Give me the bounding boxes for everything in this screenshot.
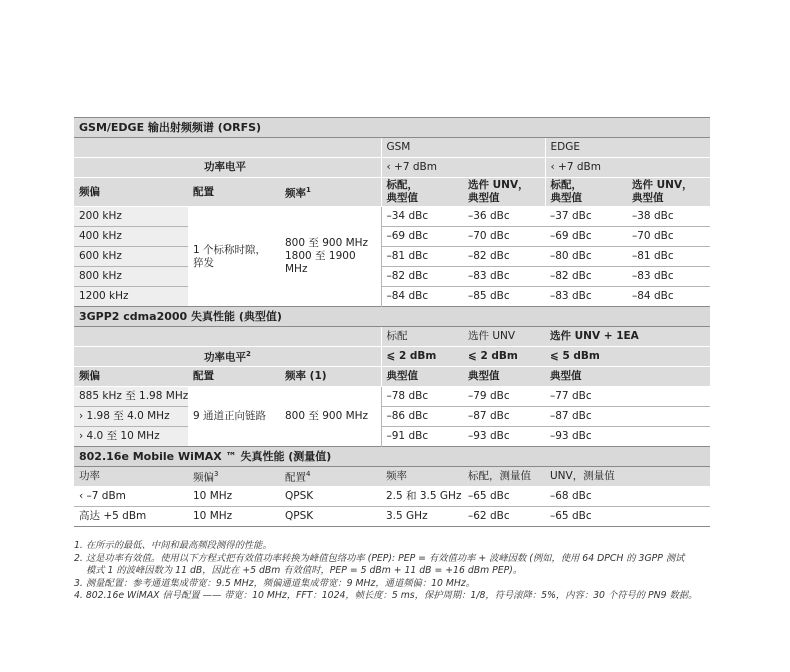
orfs-edge-std-value: –83 dBc [550,290,592,302]
orfs-offset: 1200 kHz [74,287,188,307]
orfs-column-header-row [74,178,710,207]
cdma-title-row [74,307,710,327]
cdma-freq-value: 800 至 900 MHz [285,410,369,422]
orfs-edge-unv-value: –81 dBc [627,247,710,267]
cdma-1ea-value: –93 dBc [550,430,592,442]
wimax-unv: –65 dBc [545,507,710,527]
orfs-col-config: 配置 [188,178,280,207]
orfs-edge-std-value: –37 dBc [545,207,627,227]
cdma-col-typ-std: 典型值 [381,367,463,387]
orfs-gsm-std-value: –69 dBc [381,227,463,247]
orfs-freq-value: 800 至 900 MHz 1800 至 1900 MHz [285,237,369,275]
wimax-std: –65 dBc [463,487,545,507]
wimax-col-offset: 频偏$^3$ [188,467,280,487]
cdma-offset: › 4.0 至 10 MHz [74,427,188,447]
spec-table [74,117,710,527]
orfs-standard-row [74,138,710,158]
orfs-row-2 [74,247,710,267]
cdma-1ea-power: ⩽ 5 dBm [545,347,710,367]
cdma-unv-1ea-header: 选件 UNV + 1EA [545,327,710,347]
orfs-col-freq: 频率$^1$ [280,178,381,207]
footnote-3: 3. 测量配置：参考通道集成带宽：9.5 MHz，频偏通道集成带宽：9 MHz，通道频偏：10 MHz。 [74,577,476,589]
footnotes [74,540,724,603]
footnote-2: 2. 这是功率有效值。使用以下方程式把有效值功率转换为峰值包络功率 (PEP): PEP = 有效值功率 + 波峰因数 (例如，使用 64 DPCH 的 3GPP 测试 [74,552,685,564]
wimax-power: 高达 +5 dBm [74,507,188,527]
orfs-row-0 [74,207,710,227]
wimax-col-std: 标配，测量值 [463,467,545,487]
cdma-col-offset: 频偏 [74,367,188,387]
wimax-power: ‹ –7 dBm [74,487,188,507]
orfs-gsm-std-value: –82 dBc [381,267,463,287]
orfs-edge-std-value: –69 dBc [545,227,627,247]
cdma-col-typ-unv: 典型值 [463,367,545,387]
cdma-std-value: –86 dBc [381,407,463,427]
footnote-1: 1. 在所示的最低、中间和最高频段测得的性能。 [74,540,272,551]
cdma-1ea-value: –87 dBc [545,407,710,427]
orfs-power-label: 功率电平 [74,158,381,178]
orfs-gsm-unv-value: –82 dBc [463,247,545,267]
cdma-config-value: 9 通道正向链路 [193,410,267,422]
wimax-offset: 10 MHz [188,487,280,507]
orfs-offset: 400 kHz [74,227,188,247]
orfs-edge-std-value: –82 dBc [545,267,627,287]
orfs-title: GSM/EDGE 输出射频频谱 (ORFS) [74,118,710,138]
cdma-power-label: 功率电平$^2$ [74,347,381,367]
wimax-col-unv: UNV，测量值 [545,467,710,487]
wimax-row-1 [74,507,710,527]
cdma-row-1 [74,407,710,427]
cdma-std-header: 标配 [381,327,463,347]
orfs-col-edge-std: 标配， 典型值 [545,178,627,207]
cdma-col-config: 配置 [188,367,280,387]
orfs-gsm-unv-value: –85 dBc [468,290,510,302]
cdma-col-typ-1ea: 典型值 [545,367,710,387]
wimax-col-freq: 频率 [381,467,463,487]
wimax-freq: 2.5 和 3.5 GHz [381,487,463,507]
wimax-unv: –68 dBc [545,487,710,507]
cdma-std-value: –91 dBc [381,427,463,447]
orfs-gsm-header: GSM [381,138,545,158]
orfs-offset: 800 kHz [74,267,188,287]
orfs-edge-std-value: –80 dBc [545,247,627,267]
orfs-offset: 200 kHz [74,207,188,227]
orfs-edge-header: EDGE [545,138,710,158]
wimax-col-config: 配置$^4$ [280,467,381,487]
orfs-gsm-std-value: –34 dBc [381,207,463,227]
cdma-row-0 [74,387,710,407]
orfs-row-1 [74,227,710,247]
orfs-gsm-std-value: –84 dBc [381,287,463,307]
orfs-gsm-std-value: –81 dBc [381,247,463,267]
orfs-gsm-unv-value: –70 dBc [463,227,545,247]
wimax-column-header-row [74,467,710,487]
cdma-offset: 885 kHz 至 1.98 MHz [74,387,188,407]
orfs-edge-power: ‹ +7 dBm [545,158,710,178]
orfs-row-3 [74,267,710,287]
cdma-unv-header: 选件 UNV [463,327,545,347]
cdma-row-2 [74,427,710,447]
cdma-title: 3GPP2 cdma2000 失真性能 (典型值) [74,307,710,327]
orfs-gsm-unv-value: –83 dBc [463,267,545,287]
wimax-row-0 [74,487,710,507]
wimax-title-row [74,447,710,467]
wimax-freq: 3.5 GHz [381,507,463,527]
cdma-unv-power: ⩽ 2 dBm [463,347,545,367]
cdma-unv-value: –87 dBc [463,407,545,427]
cdma-column-header-row [74,367,710,387]
footnote-2-continued: 模式 1 的波峰因数为 11 dB，因此在 +5 dBm 有效值时，PEP = 5 dBm + 11 dB = +16 dBm PEP)。 [86,565,523,577]
cdma-std-value: –78 dBc [381,387,463,407]
footnote-4: 4. 802.16e WiMAX 信号配置 —— 带宽：10 MHz，FFT：1024，帧长度：5 ms，保护周期：1/8，符号滚降：5%，内容：30 个符号的 PN9 数据。 [74,590,698,602]
cdma-col-freq: 频率 (1) [280,367,381,387]
wimax-std: –62 dBc [463,507,545,527]
orfs-edge-unv-value: –38 dBc [627,207,710,227]
cdma-power-row [74,347,710,367]
cdma-offset: › 1.98 至 4.0 MHz [74,407,188,427]
orfs-gsm-power: ‹ +7 dBm [381,158,545,178]
spec-sheet [74,117,710,527]
wimax-col-power: 功率 [74,467,188,487]
orfs-config-value: 1 个标称时隙， 猝发 [193,243,267,269]
cdma-unv-value: –79 dBc [463,387,545,407]
wimax-offset: 10 MHz [188,507,280,527]
orfs-edge-unv-value: –84 dBc [632,290,674,302]
orfs-col-gsm-unv: 选件 UNV， 典型值 [463,178,545,207]
orfs-gsm-unv-value: –36 dBc [463,207,545,227]
cdma-option-row [74,327,710,347]
wimax-config: QPSK [280,507,381,527]
orfs-edge-unv-value: –83 dBc [627,267,710,287]
cdma-unv-value: –93 dBc [468,430,510,442]
orfs-edge-unv-value: –70 dBc [627,227,710,247]
orfs-col-edge-unv: 选件 UNV， 典型值 [627,178,710,207]
wimax-title: 802.16e Mobile WiMAX ™ 失真性能 (测量值) [74,447,710,467]
orfs-row-4 [74,287,710,307]
orfs-col-offset: 频偏 [74,178,188,207]
orfs-power-row [74,158,710,178]
cdma-std-power: ⩽ 2 dBm [381,347,463,367]
orfs-col-gsm-std: 标配， 典型值 [381,178,463,207]
cdma-1ea-value: –77 dBc [545,387,710,407]
orfs-title-row [74,118,710,138]
orfs-offset: 600 kHz [74,247,188,267]
wimax-config: QPSK [280,487,381,507]
